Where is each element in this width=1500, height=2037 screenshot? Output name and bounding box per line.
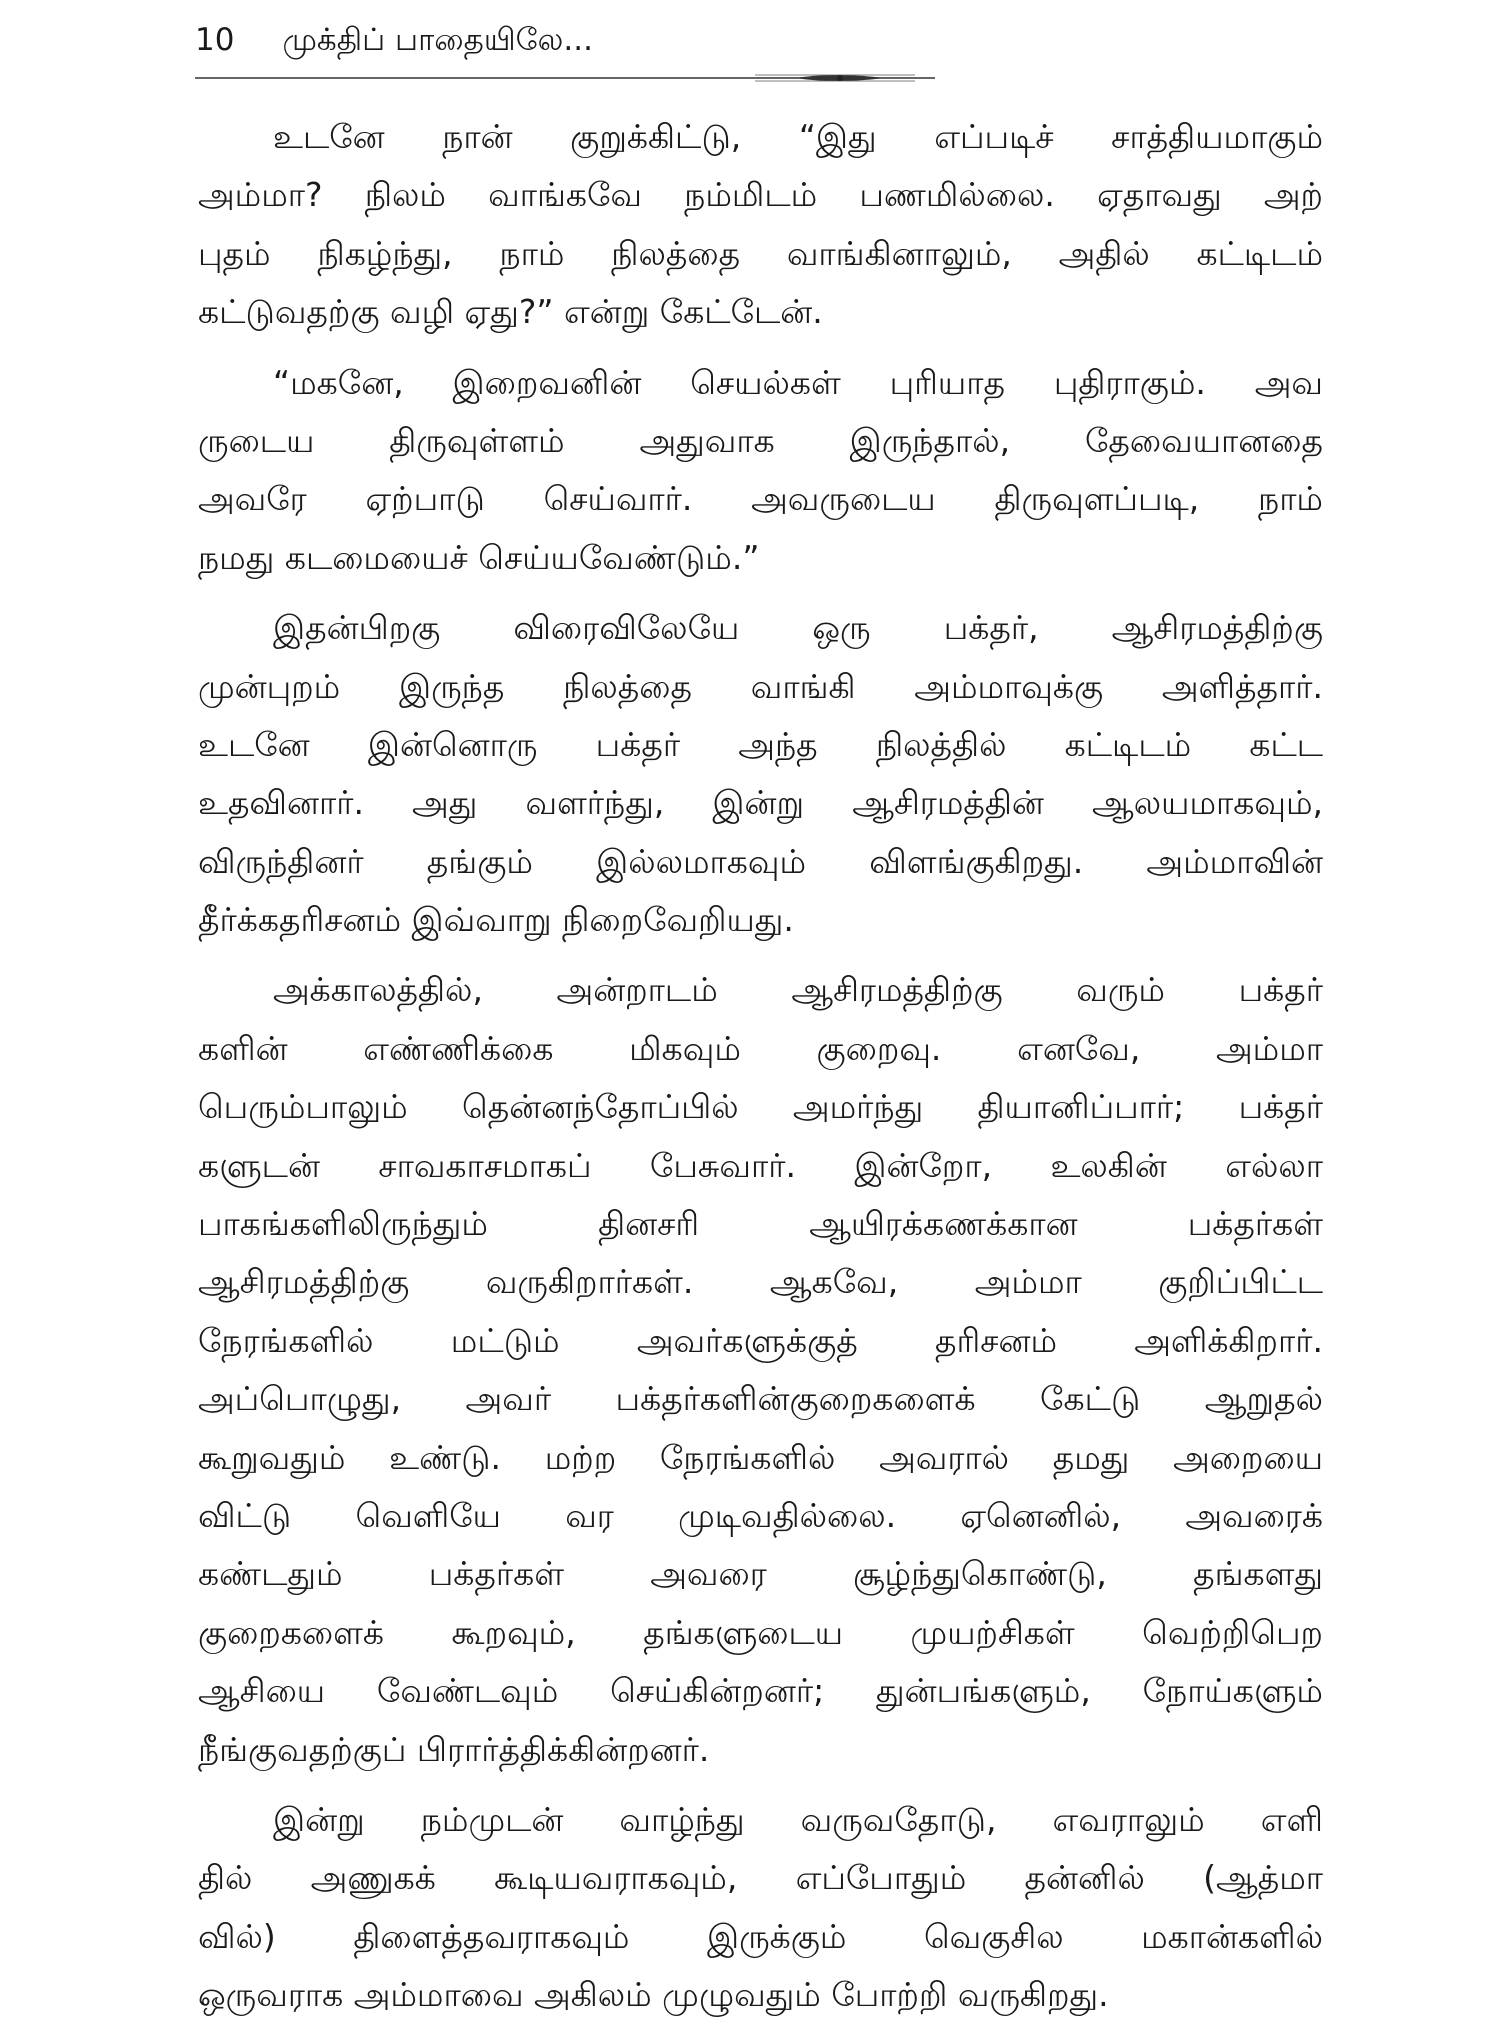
paragraph [198,108,1323,342]
text-line: இதன்பிறகு விரைவிலேயே ஒரு பக்தர், ஆசிரமத்திற்கு [273,608,1323,648]
text-line: களுடன் சாவகாசமாகப் பேசுவார். இன்றோ, உலகின் எல்லா [198,1145,1323,1185]
text-line: புதம் நிகழ்ந்து, நாம் நிலத்தை வாங்கினாலும், அதில் கட்டிடம் [198,233,1323,273]
page-number: 10 [195,22,235,58]
text-line: ஆசியை வேண்டவும் செய்கின்றனர்; துன்பங்களும், நோய்களும் [198,1671,1323,1711]
paragraph [198,354,1323,588]
text-line: அவரே ஏற்பாடு செய்வார். அவருடைய திருவுளப்படி, நாம் [198,479,1323,519]
text-line: நேரங்களில் மட்டும் அவர்களுக்குத் தரிசனம் அளிக்கிறார். [198,1320,1323,1360]
text-line: தில் அணுகக் கூடியவராகவும், எப்போதும் தன்னில் (ஆத்மா [198,1858,1323,1898]
text-line: விருந்தினர் தங்கும் இல்லமாகவும் விளங்குகிறது. அம்மாவின் [198,841,1323,881]
text-line: ஒருவராக அம்மாவை அகிலம் முழுவதும் போற்றி வருகிறது. [198,1975,1109,2015]
text-line: கண்டதும் பக்தர்கள் அவரை சூழ்ந்துகொண்டு, தங்களது [198,1554,1323,1594]
text-line: கட்டுவதற்கு வழி ஏது?” என்று கேட்டேன். [198,292,823,332]
running-title: முக்திப் பாதையிலே... [282,22,593,58]
text-line: முன்புறம் இருந்த நிலத்தை வாங்கி அம்மாவுக்கு அளித்தார். [198,666,1323,706]
paragraph [198,599,1323,949]
text-line: உடனே இன்னொரு பக்தர் அந்த நிலத்தில் கட்டிடம் கட்ட [198,724,1323,764]
text-line: கூறுவதும் உண்டு. மற்ற நேரங்களில் அவரால் தமது அறையை [198,1437,1323,1477]
text-line: அப்பொழுது, அவர் பக்தர்களின்குறைகளைக் கேட்டு ஆறுதல் [198,1379,1323,1419]
text-line: நீங்குவதற்குப் பிரார்த்திக்கின்றனர். [198,1729,710,1769]
ornamental-rule [195,70,935,86]
text-line: தீர்க்கதரிசனம் இவ்வாறு நிறைவேறியது. [198,900,794,940]
text-line: உடனே நான் குறுக்கிட்டு, “இது எப்படிச் சாத்தியமாகும் [273,117,1323,156]
body-text [198,108,1323,2037]
text-line: வில்) திளைத்தவராகவும் இருக்கும் வெகுசில மகான்களில் [198,1916,1323,1956]
text-line: அக்காலத்தில், அன்றாடம் ஆசிரமத்திற்கு வரும் பக்தர் [273,970,1323,1010]
text-line: “மகனே, இறைவனின் செயல்கள் புரியாத புதிராகும். அவ [273,362,1323,402]
text-line: அம்மா? நிலம் வாங்கவே நம்மிடம் பணமில்லை. ஏதாவது அற் [198,175,1323,215]
text-line: பாகங்களிலிருந்தும் தினசரி ஆயிரக்கணக்கான பக்தர்கள் [198,1204,1323,1244]
text-line: உதவினார். அது வளர்ந்து, இன்று ஆசிரமத்தின் ஆலயமாகவும், [198,783,1323,823]
text-line: நமது கடமையைச் செய்யவேண்டும்.” [198,537,760,577]
text-line: விட்டு வெளியே வர முடிவதில்லை. ஏனெனில், அவரைக் [198,1495,1323,1535]
text-line: பெரும்பாலும் தென்னந்தோப்பில் அமர்ந்து தியானிப்பார்; பக்தர் [198,1087,1323,1127]
paragraph [198,1791,1323,2025]
text-line: குறைகளைக் கூறவும், தங்களுடைய முயற்சிகள் வெற்றிபெற [198,1612,1323,1652]
running-head [195,22,935,72]
text-line: களின் எண்ணிக்கை மிகவும் குறைவு. எனவே, அம்மா [198,1028,1323,1068]
text-line: இன்று நம்முடன் வாழ்ந்து வருவதோடு, எவராலும் எளி [273,1799,1323,1839]
paragraph [198,961,1323,1778]
text-line: ருடைய திருவுள்ளம் அதுவாக இருந்தால், தேவையானதை [198,420,1323,460]
text-line: ஆசிரமத்திற்கு வருகிறார்கள். ஆகவே, அம்மா குறிப்பிட்ட [198,1262,1323,1302]
